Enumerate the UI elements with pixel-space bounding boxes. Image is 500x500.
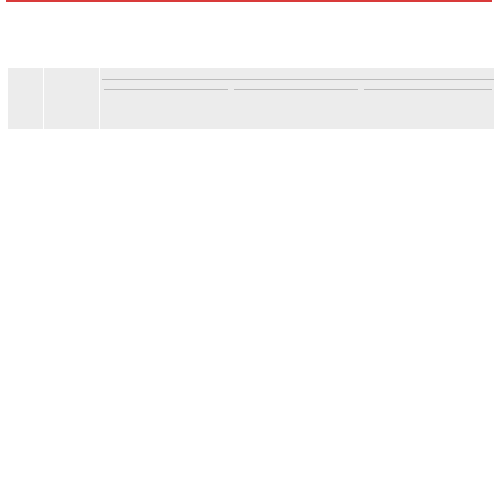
highlight-frame xyxy=(6,0,492,2)
header-background xyxy=(8,68,494,129)
table-header xyxy=(8,68,494,129)
